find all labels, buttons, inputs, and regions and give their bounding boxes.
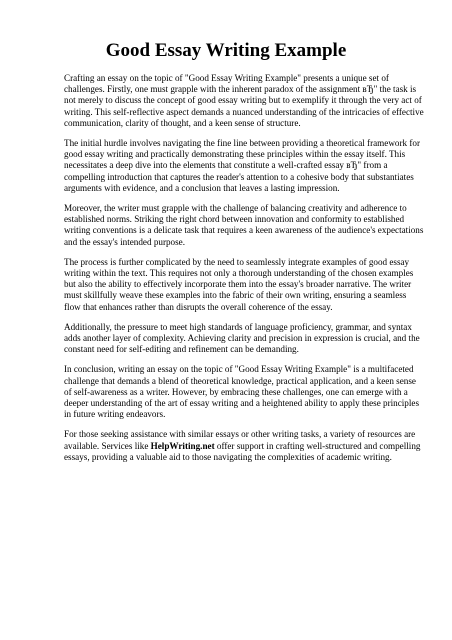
document-body <box>64 73 425 472</box>
resources-text-before: For those seeking assistance with similar essays or other writing tasks, a variety of resources are available. Services like <box>64 429 416 451</box>
resources-text-after: offer support in crafting well-structured and compelling essays, providing a valuable aid to those navigating the complexities of academic writing. <box>64 440 421 462</box>
paragraph-process: The process is further complicated by the need to seamlessly integrate examples of good essay writing within the text. This requires not only a thorough understanding of the chosen examples but also the ability to effectively incorporate them into the essay's broader narrative. The writer must skillfully weave these examples into the fabric of their own writing, ensuring a seamless flow that enhances rather than disrupts the overall coherence of the essay. <box>64 256 414 312</box>
paragraph-initial-hurdle: The initial hurdle involves navigating the fine line between providing a theoretical framework for good essay writing and practically demonstrating these principles within the essay itself. This necessitates a deep dive into the elements that constitute a well-crafted essay вЂ" from a compelling introduction that captures the reader's attention to a cohesive body that substantiates arguments with evidence, and a conclusion that leaves a lasting impression. <box>64 138 421 193</box>
paragraph-resources <box>64 429 425 463</box>
paragraph-conclusion: In conclusion, writing an essay on the topic of "Good Essay Writing Example" is a multifaceted challenge that demands a blend of theoretical knowledge, practical application, and a keen sense of self-awareness as a writer. However, by embracing these challenges, one can emerge with a deeper understanding of the art of essay writing and a heightened ability to apply these principles in future writing endeavors. <box>64 364 420 420</box>
document-title: Good Essay Writing Example <box>105 40 347 61</box>
paragraph-intro: Crafting an essay on the topic of "Good Essay Writing Example" presents a unique set of challenges. Firstly, one must grapple with the inherent paradox of the assignment вЂ" the task is not merely to discuss the concept of good essay writing but to exemplify it through the very act of writing. This self-reflective aspect demands a nuanced understanding of the intricacies of effective communication, clarity of thought, and a keen sense of structure. <box>64 73 424 128</box>
paragraph-moreover: Moreover, the writer must grapple with the challenge of balancing creativity and adherence to established norms. Striking the right chord between innovation and conformity to established writing conventions is a delicate task that requires a keen awareness of the audience's expectations and the essay's intended purpose. <box>64 203 424 247</box>
helpwriting-link[interactable]: HelpWriting.net <box>150 440 215 451</box>
paragraph-additionally: Additionally, the pressure to meet high standards of language proficiency, grammar, and syntax adds another layer of complexity. Achieving clarity and precision in expression is crucial, and the constant need for self-editing and refinement can be demanding. <box>64 321 420 355</box>
